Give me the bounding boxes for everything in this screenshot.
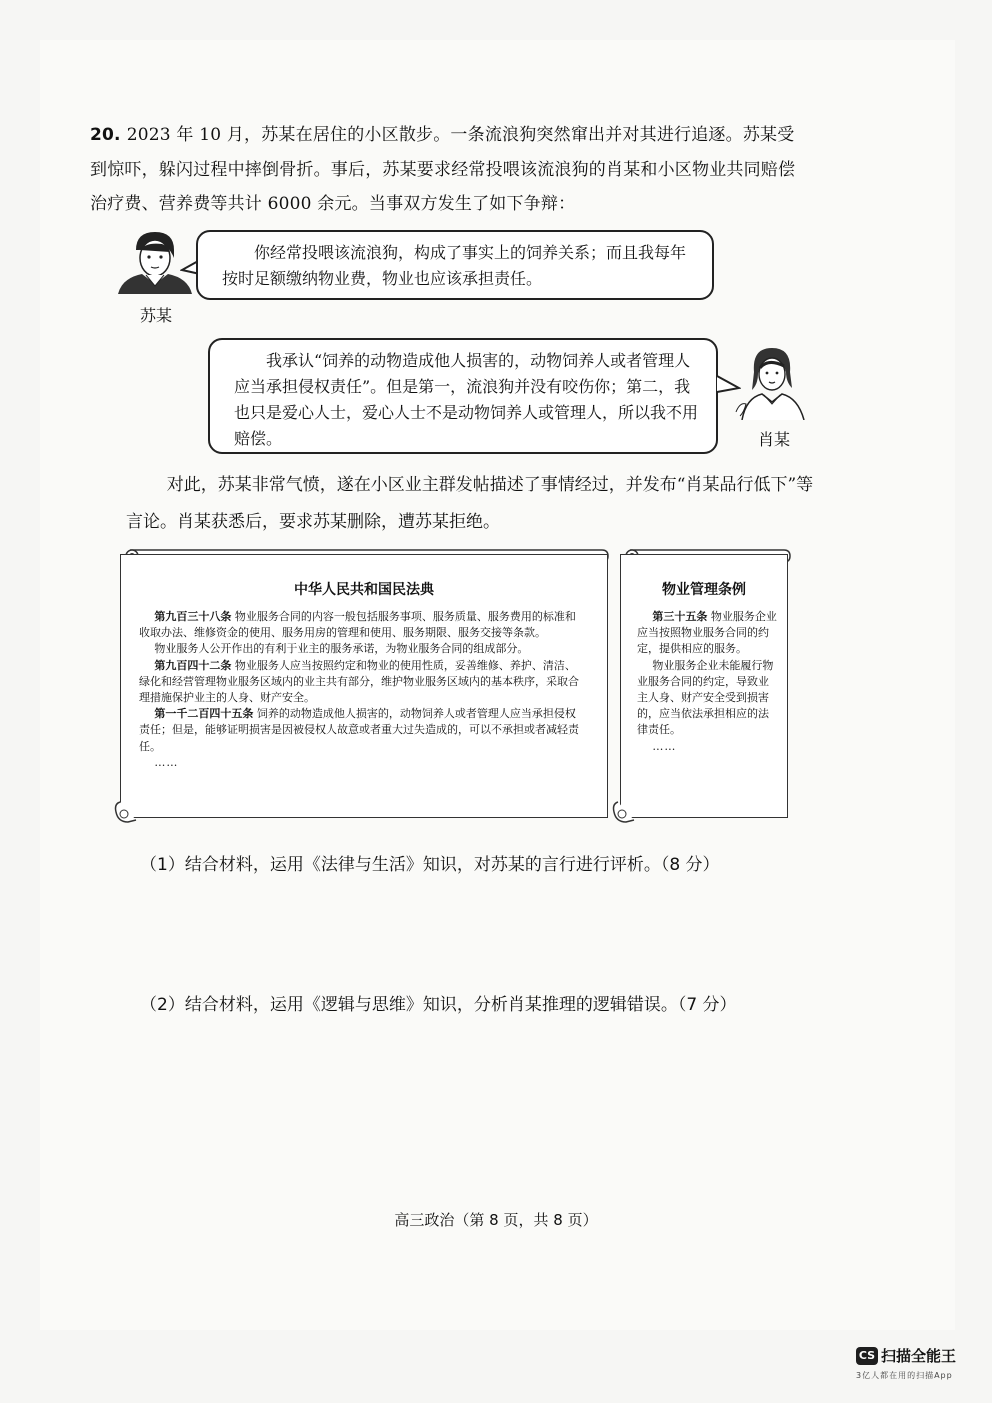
article-1245 xyxy=(139,706,585,755)
article-35-text: 物业服务企业应当按照物业服务合同的约定，提供相应的服务。 xyxy=(637,610,777,656)
article-35-head: 第三十五条 xyxy=(652,610,708,623)
property-regulation-title: 物业管理条例 xyxy=(662,582,746,598)
article-938-text: 物业服务合同的内容一般包括服务事项、服务质量、服务费用的标准和收取办法、维修资金的使用、服务用房的管理和使用、服务期限、服务交接等条款。 xyxy=(139,610,576,640)
su-speech-bubble xyxy=(196,230,714,300)
article-942-head: 第九百四十二条 xyxy=(154,658,232,672)
xiao-speech-text: 我承认“饲养的动物造成他人损害的，动物饲养人或者管理人应当承担侵权责任”。但是第一，流浪狗并没有咬伤你；第二，我也只是爱心人士，爱心人士不是动物饲养人或管理人，所以我不用赔偿。 xyxy=(234,351,699,448)
civil-code-ellipsis: …… xyxy=(154,755,179,769)
background-paragraph: 对此，苏某非常气愤，遂在小区业主群发帖描述了事情经过，并发布“肖某品行低下”等言论。肖某获悉后，要求苏某删除，遭苏某拒绝。 xyxy=(126,475,814,532)
page-footer: 高三政治（第 8 页，共 8 页） xyxy=(394,1211,598,1229)
article-1245-head: 第一千二百四十五条 xyxy=(154,707,254,721)
scroll2-bottom-roll xyxy=(610,800,640,826)
article-35-para2: 物业服务企业未能履行物业服务合同的约定，导致业主人身、财产安全受到损害的，应当依法承担相应的法律责任。 xyxy=(637,658,774,737)
article-35 xyxy=(637,609,777,658)
article-938-head: 第九百三十八条 xyxy=(154,610,232,623)
sub-question-2: （2）结合材料，运用《逻辑与思维》知识，分析肖某推理的逻辑错误。（7 分） xyxy=(140,995,737,1015)
civil-code-body xyxy=(121,599,607,771)
scroll1-bottom-roll xyxy=(112,800,142,826)
xiao-avatar xyxy=(732,342,810,420)
article-942-text: 物业服务人应当按照约定和物业的使用性质，妥善维修、养护、清洁、绿化和经营管理物业服务区域内的业主共有部分，维护物业服务区域内的基本秩序，采取合理措施保护业主的人身、财产安全。 xyxy=(139,658,579,705)
question-number: 20. xyxy=(90,125,121,145)
scanner-app-name: 扫描全能王 xyxy=(881,1347,957,1365)
property-regulation-scroll xyxy=(620,554,788,818)
article-938 xyxy=(139,609,585,641)
scanner-watermark xyxy=(856,1345,976,1381)
article-1245-text: 饲养的动物造成他人损害的，动物饲养人或者管理人应当承担侵权责任；但是，能够证明损害是因被侵权人故意或者重大过失造成的，可以不承担或者减轻责任。 xyxy=(139,707,579,753)
su-speech-text: 你经常投喂该流浪狗，构成了事实上的饲养关系；而且我每年按时足额缴纳物业费，物业也应该承担责任。 xyxy=(222,243,687,288)
article-938-para2: 物业服务人公开作出的有利于业主的服务承诺，为物业服务合同的组成部分。 xyxy=(154,642,529,656)
property-regulation-body xyxy=(621,599,787,755)
su-name-label: 苏某 xyxy=(140,306,173,325)
scanner-tagline: 3亿人都在用的扫描App xyxy=(856,1371,953,1380)
property-regulation-ellipsis: …… xyxy=(652,739,677,753)
sub-question-1: （1）结合材料，运用《法律与生活》知识，对苏某的言行进行评析。（8 分） xyxy=(140,855,720,875)
civil-code-scroll xyxy=(120,554,608,818)
civil-code-title: 中华人民共和国民法典 xyxy=(294,582,434,598)
scanner-logo-icon: CS xyxy=(856,1347,878,1365)
question-stem xyxy=(90,118,810,222)
xiao-speech-bubble xyxy=(208,338,718,454)
article-942 xyxy=(139,658,585,707)
question-text: 2023 年 10 月，苏某在居住的小区散步。一条流浪狗突然窜出并对其进行追逐。苏某受到惊吓，躲闪过程中摔倒骨折。事后，苏某要求经常投喂该流浪狗的肖某和小区物业共同赔偿治疗费、营养费等共计 6000 余元。当事双方发生了如下争辩： xyxy=(90,125,796,214)
xiao-name-label: 肖某 xyxy=(758,430,791,449)
